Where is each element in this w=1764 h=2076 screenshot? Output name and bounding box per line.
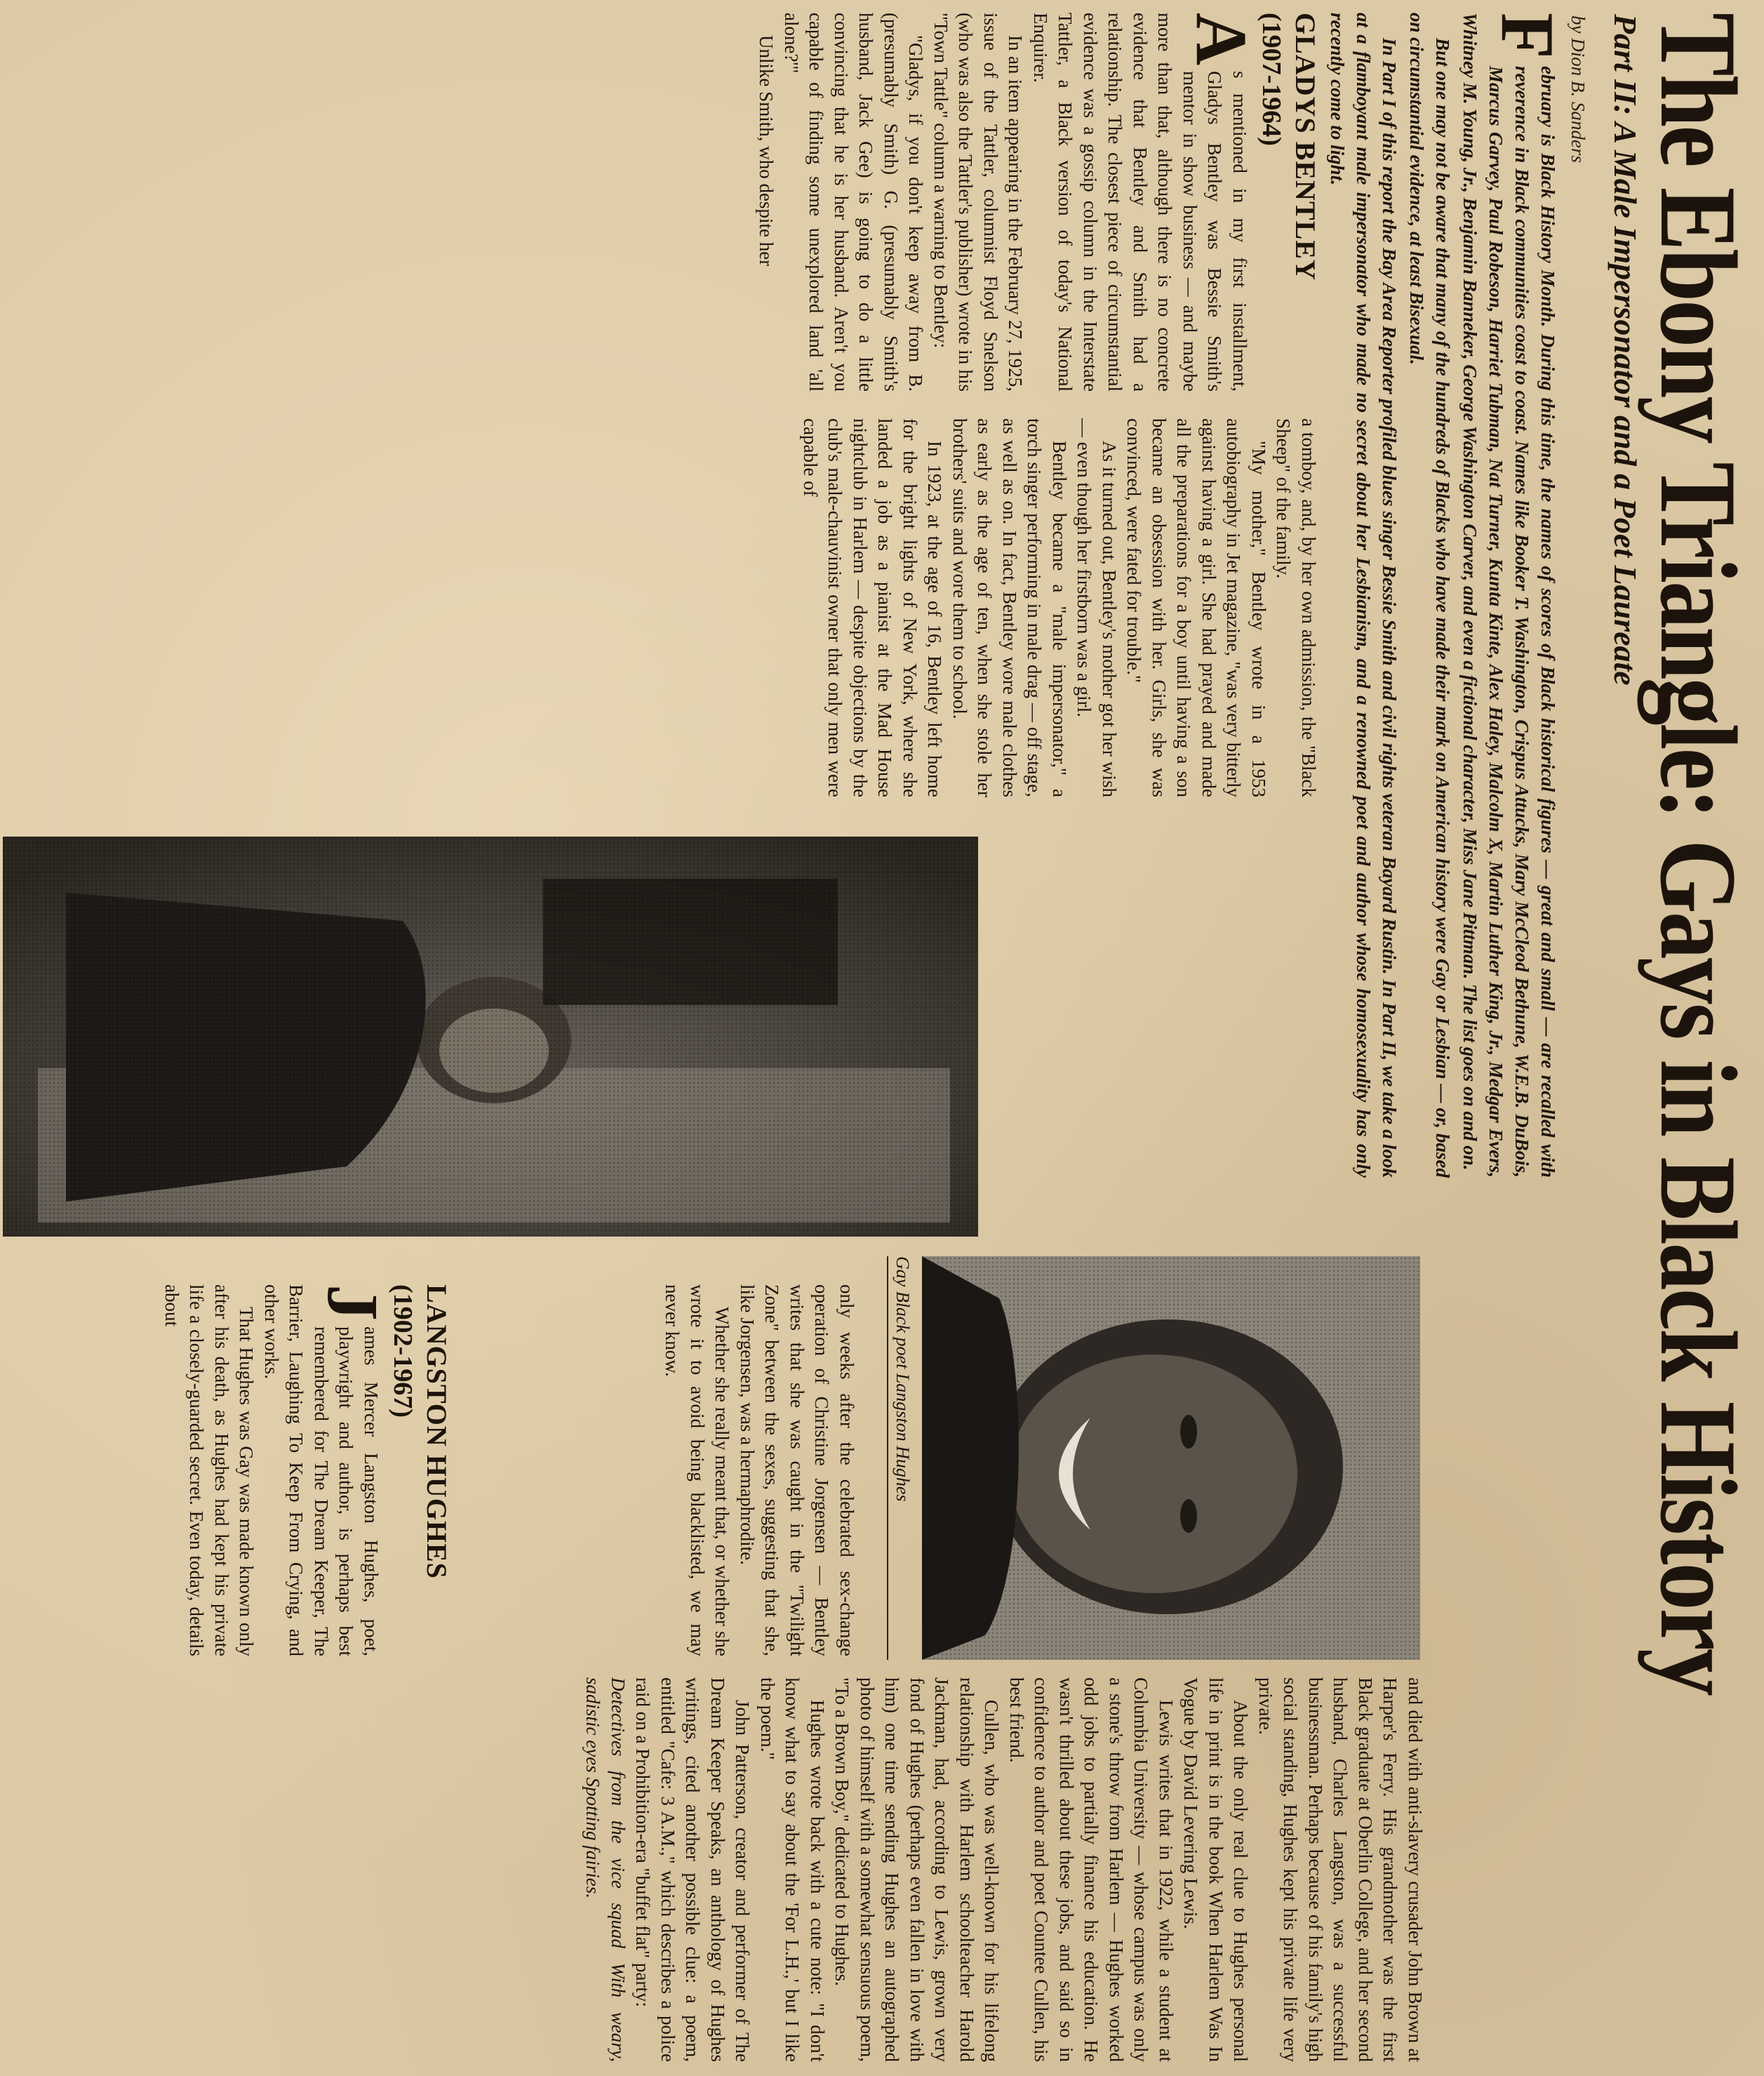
hughes-col5-paragraph-2: About the only real clue to Hughes personal life in print is in the book When Harlem Was In Vogue by David Levering Lewis. [1180,1677,1252,2062]
intro-dropcap: F [1485,13,1569,59]
bentley-paragraph-2: In an item appearing in the February 27, 1925, issue of the Tattler, columnist Floyd Snelson (who was also the Tattler's publisher) wrote in his "Town Tattle" column a warning to Bentley: [930,13,1027,392]
bentley-dates: (1907-1964) [1257,13,1286,146]
hughes-heading: LANGSTON HUGHES [421,1284,453,1579]
bentley-paragraph-4: Unlike Smith, who despite her [756,35,777,267]
hughes-photo-image [922,1256,1420,1660]
byline: by Dion B. Sanders [1568,15,1589,163]
bentley-col2-paragraph-5: In 1923, at the age of 16, Bentley left home for the bright lights of New York, where she landed a job as a pianist at the Mad House nightclub in Harlem — despite objections by the club's male-chauvinist owner that only men were capable of [800,418,946,797]
hughes-col5-paragraph-1: and died with anti-slavery crusader John Brown at Harper's Ferry. His grandmother was the first Black graduate at Oberlin College, and her second husband, Charles Langston, was a successful businessman. Perhaps because of his family's high social standing, Hughes kept his private life very private. [1255,1677,1426,2062]
bentley-col3-paragraph-1: only weeks after the celebrated sex-change operation of Christine Jorgensen — Bentley writes that she was caught in the "Twilight Zone" between the sexes, suggesting that she, like Jorgensen, was a hermaphrodite. [737,1284,857,1656]
intro-text-1: ebruary is Black History Month. During this time, the names of scores of Black historical figures — great and small — are recalled with reverence in Black communities coast to coast. Names like Booker T. Washington, Crispus Attucks, Mary McCleod Bethune, W.E.B. DuBois, Marcus Garvey, Paul Robeson, Harriet Tubman, Nat Turner, Kunta Kinte, Alex Haley, Malcolm X, Martin Luther King, Jr., Medgar Evers, Whitney M. Young, Jr., Benjamin Banneker, George Washington Carver, and even a fictional character, Miss Jane Pittman. The list goes on and on. [1459,13,1558,1178]
hughes-poem: Detectives from the vice squad With weary, sadistic eyes Spotting fairies. [582,1677,629,2062]
bentley-paragraph-3: "Gladys, if you don't keep away from B. (presumably Smith) G. (presumably Smith's husband, Jack Gee) is going to do a little convincing that he is her husband. Aren't you capable of finding some unexplored land 'all alone?'" [781,13,927,392]
subheadline: Part II: A Male Impersonator and a Poet Laureate [1608,14,1643,686]
hughes-photo [922,1256,1420,1660]
hughes-dropcap: J [312,1284,393,1321]
hughes-col5-paragraph-3: Lewis writes that in 1922, while a student at Columbia University — whose campus was only a stone's throw from Harlem — Hughes worked odd jobs to partially finance his education. He wasn't thrilled about these jobs, and said so in confidence to author and poet Countee Cullen, his best friend. [1006,1677,1177,2062]
intro-paragraph-2: But one may not be aware that many of the hundreds of Blacks who have made their mark on American history were Gay or Lesbian — or, based on circumstantial evidence, at least Bisexual. [1406,13,1453,1178]
column-hughes-1 [159,1284,453,1656]
bentley-col2-paragraph-2: "My mother," Bentley wrote in a 1953 autobiography in Jet magazine, "was very bitterly against having a girl. She had prayed and made all the preparations for a boy until having a son became an obsession with her. Girls, she was convinced, were fated for trouble." [1123,418,1269,797]
bentley-paragraph-1 [1028,13,1262,392]
bentley-heading: GLADYS BENTLEY [1290,13,1321,281]
hughes-col5-paragraph-4: Cullen, who was well-known for his lifelong relationship with Harlem schoolteacher Harold Jackman, had, according to Lewis, grown very fond of Hughes (perhaps even fallen in love with him) one time sending Hughes an autographed photo of himself with a somewhat sensuous poem, "To a Brown Boy," dedicated to Hughes. [831,1677,1003,2062]
intro-paragraph-1 [1457,13,1569,1178]
hughes-paragraph-1 [259,1284,393,1656]
hughes-col5-paragraph-5: Hughes wrote back with a cute note: "I don't know what to say about the 'For L.H.,' but I like the poem." [757,1677,828,2062]
bentley-photo [3,837,978,1237]
intro-paragraph-3: In Part I of this report the Bay Area Reporter profiled blues singer Bessie Smith and civil rights veteran Bayard Rustin. In Part II, we take a look at a flamboyant male impersonator who made no secret about her Lesbianism, and a renowned poet and author whose homosexuality has only recently come to light. [1327,13,1400,1178]
bentley-col3-paragraph-2: Whether she really meant that, or whether she wrote it to avoid being blacklisted, we may never know. [662,1284,733,1656]
bentley-dropcap: A [1181,13,1262,66]
headline: The Ebony Triangle: Gays in Black History [1637,13,1758,1694]
bentley-col2-paragraph-3: As it turned out, Bentley's mother got her wish — even though her firstborn was a girl. [1074,418,1120,797]
bentley-photo-image [3,837,978,1237]
hughes-text-1: ames Mercer Langston Hughes, poet, playwright and author, is perhaps best remembered for The Dream Keeper, The Barrier, Laughing To Keep From Crying, and other works. [261,1284,382,1656]
hughes-paragraph-2: That Hughes was Gay was made known only after his death, as Hughes had kept his private life a closely-guarded secret. Even today, details about [161,1284,258,1656]
bentley-text-1: s mentioned in my first installment, Gladys Bentley was Bessie Smith's mentor in show business — and maybe more than that, although there is no concrete evidence that Bentley and Smith had a relationship. The closest piece of circumstantial evidence was a gossip column in the Interstate Tattler, a Black version of today's National Enquirer. [1030,13,1250,392]
column-bentley-1 [754,13,1321,392]
photo-caption: Gay Black poet Langston Hughes [887,1256,914,1660]
hughes-dates: (1902-1967) [388,1284,417,1418]
bentley-col2-paragraph-4: Bentley became a "male impersonator," a torch singer performing in male drag — off stage, as well as on. In fact, Bentley wore male clothes as early as the age of ten, when she stole her brothers' suits and wore them to school. [949,418,1070,797]
column-hughes-2 [580,1677,1427,2062]
column-bentley-3 [660,1284,859,1656]
column-bentley-2 [798,418,1321,797]
bentley-col2-paragraph-1: a tomboy, and, by her own admission, the "Black Sheep" of the family. [1273,418,1319,797]
intro-block [1323,13,1569,1178]
hughes-col5-paragraph-6: John Patterson, creator and performer of The Dream Keeper Speaks, an anthology of Hughes writings, cited another possible clue: a poem, entitled "Cafe: 3 A.M.," which describes a police raid on a Prohibition-era "buffet flat" party: [632,1677,754,2062]
